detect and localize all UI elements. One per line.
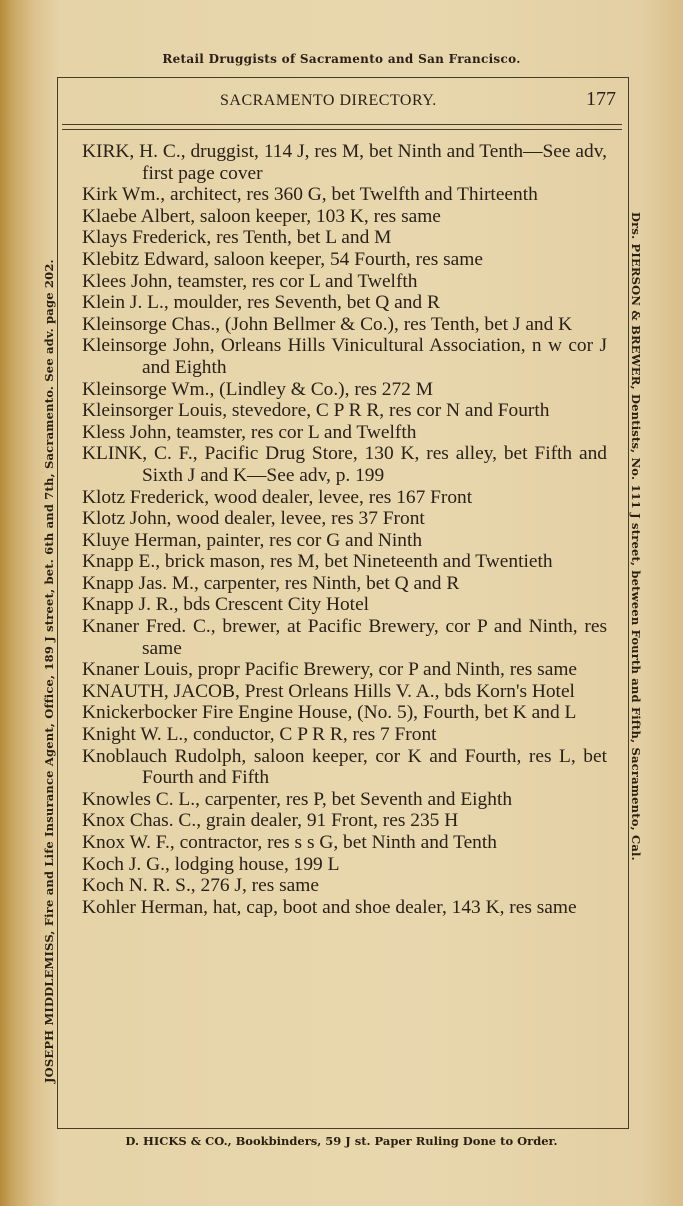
- directory-entry: Knickerbocker Fire Engine House, (No. 5), Fourth, bet K and L: [82, 702, 577, 724]
- directory-entry: Knowles C. L., carpenter, res P, bet Seventh and Eighth: [82, 788, 513, 810]
- directory-entry: Knox W. F., contractor, res s s G, bet Ninth and Tenth: [82, 832, 497, 853]
- directory-entry: Klaebe Albert, saloon keeper, 103 K, res same: [82, 205, 441, 227]
- directory-entry: Knapp J. R., bds Crescent City Hotel: [82, 594, 370, 616]
- directory-entries: [82, 141, 607, 918]
- directory-entry: Kluye Herman, painter, res cor G and Ninth: [82, 529, 423, 551]
- directory-entry: Kleinsorge Wm., (Lindley & Co.), res 272 M: [82, 378, 433, 400]
- directory-entry: Kleinsorge John, Orleans Hills Vinicultural Association, n w cor J and Eighth: [82, 335, 607, 378]
- directory-entry: Kohler Herman, hat, cap, boot and shoe dealer, 143 K, res same: [82, 896, 577, 918]
- directory-entry: KLINK, C. F., Pacific Drug Store, 130 K, res alley, bet Fifth and Sixth J and K—See adv, p. 199: [82, 443, 607, 486]
- right-margin-advert: Drs. PIERSON & BREWER, Dentists, No. 111 J street, between Fourth and Fifth, Sacramento, Cal.: [629, 212, 643, 861]
- directory-entry: Klebitz Edward, saloon keeper, 54 Fourth, res same: [82, 248, 483, 270]
- header-rule-top: [62, 124, 622, 125]
- directory-entry: Klees John, teamster, res cor L and Twelfth: [82, 270, 418, 292]
- directory-entry: Knapp E., brick mason, res M, bet Nineteenth and Twentieth: [82, 551, 553, 573]
- directory-entry: Klein J. L., moulder, res Seventh, bet Q and R: [82, 292, 440, 314]
- directory-entry: Kleinsorge Chas., (John Bellmer & Co.), res Tenth, bet J and K: [82, 313, 573, 335]
- directory-entry: Koch J. G., lodging house, 199 L: [82, 853, 340, 875]
- directory-entry: Koch N. R. S., 276 J, res same: [82, 875, 319, 897]
- header-rule-bottom: [62, 129, 622, 130]
- directory-entry: Kless John, teamster, res cor L and Twelfth: [82, 421, 417, 443]
- page-title: SACRAMENTO DIRECTORY.: [220, 92, 437, 109]
- top-advert: Retail Druggists of Sacramento and San Francisco.: [162, 52, 521, 66]
- directory-entry: Kirk Wm., architect, res 360 G, bet Twelfth and Thirteenth: [82, 184, 538, 206]
- directory-entry: Knapp Jas. M., carpenter, res Ninth, bet Q and R: [82, 572, 460, 594]
- directory-entry: Klotz John, wood dealer, levee, res 37 Front: [82, 508, 425, 530]
- bottom-advert: D. HICKS & CO., Bookbinders, 59 J st. Paper Ruling Done to Order.: [125, 1134, 558, 1148]
- directory-entry: KIRK, H. C., druggist, 114 J, res M, bet Ninth and Tenth—See adv, first page cover: [82, 141, 607, 184]
- directory-entry: Knoblauch Rudolph, saloon keeper, cor K and Fourth, res L, bet Fourth and Fifth: [82, 745, 607, 789]
- directory-entry: Knight W. L., conductor, C P R R, res 7 Front: [82, 724, 437, 746]
- directory-entry: Kleinsorger Louis, stevedore, C P R R, res cor N and Fourth: [82, 400, 550, 422]
- directory-entry: Klotz Frederick, wood dealer, levee, res 167 Front: [82, 486, 473, 508]
- page-number: 177: [586, 88, 616, 110]
- directory-entry: Knaner Fred. C., brewer, at Pacific Brewery, cor P and Ninth, res same: [82, 616, 607, 659]
- directory-entry: Klays Frederick, res Tenth, bet L and M: [82, 227, 392, 249]
- directory-entry: Knox Chas. C., grain dealer, 91 Front, res 235 H: [82, 810, 459, 832]
- directory-entry: KNAUTH, JACOB, Prest Orleans Hills V. A., bds Korn's Hotel: [82, 680, 575, 702]
- left-margin-advert: JOSEPH MIDDLEMISS, Fire and Life Insurance Agent, Office, 189 J street, bet. 6th and 7th, Sacramento. See adv. page 202.: [42, 259, 56, 1083]
- directory-entry: Knaner Louis, propr Pacific Brewery, cor P and Ninth, res same: [82, 659, 578, 681]
